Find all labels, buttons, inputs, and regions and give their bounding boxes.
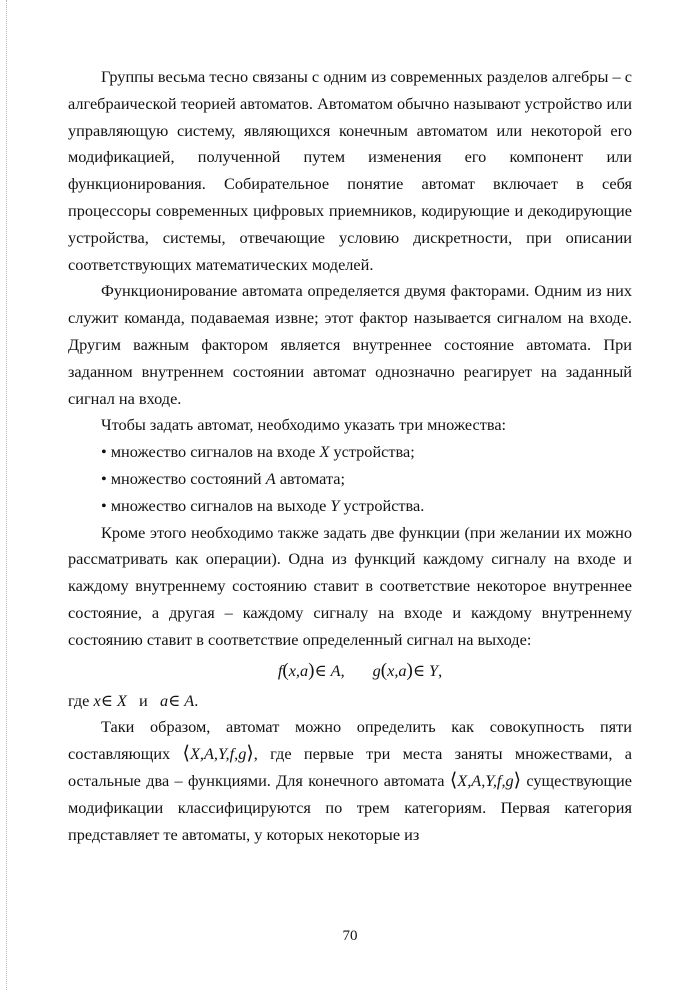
formula-g-name: g bbox=[372, 660, 381, 680]
math-var-a: A bbox=[265, 468, 276, 488]
paragraph-automaton-functioning: Функционирование автомата определяется двумя факторами. Одним из них служит команда, подаваемая извне; этот фактор называется сигналом на входе. Другим важным фактором является внутреннее состояние автомата. При заданном внутреннем состоянии автомат однозначно реагирует на заданный сигнал на входе. bbox=[68, 281, 632, 408]
math-var-x: X bbox=[319, 442, 330, 462]
formula-transition-output: f(x,a)∈ A, g(x,a)∈ Y, bbox=[277, 659, 443, 681]
paragraph-three-sets: Чтобы задать автомат, необходимо указать три множества: bbox=[101, 415, 507, 435]
math-var-y: Y bbox=[330, 495, 340, 515]
where-line: где x∈ X и a∈ A. bbox=[68, 690, 199, 710]
bullet-item-state-set: • множество состояний A автомата; bbox=[68, 466, 632, 493]
paragraph-two-functions: Кроме этого необходимо также задать две функции (при желании их можно рассматривать как операции). Одна из функций каждому сигналу на входе и каждому внутреннему состоянию ставит в соответствие некоторое внутреннее состояние, а другая – каждому сигналу на входе и каждому внутреннему состоянию ставит в соответствие определенный сигнал на выходе: bbox=[68, 522, 632, 649]
paragraph-five-components: Таки образом, автомат можно определить как совокупность пяти составляющих ⟨X,A,Y,f,g⟩, где первые три места заняты множествами, а остальные два – функциями. Для конечного автомата ⟨X,A,Y,f,g⟩ существующие модификации классифицируются по трем категориям. Первая категория представляет те автоматы, у которых некоторые из bbox=[68, 717, 632, 844]
formula-f-args: x,a bbox=[288, 660, 309, 680]
formula-f-name: f bbox=[277, 660, 283, 680]
tuple-second: X,A,Y,f,g bbox=[457, 770, 514, 790]
membership-symbol: ∈ bbox=[314, 660, 327, 680]
formula-f-set: A bbox=[330, 660, 341, 680]
bullet-item-input-set: • множество сигналов на входе X устройства; bbox=[68, 439, 632, 466]
page-number: 70 bbox=[342, 928, 358, 944]
bullet-icon: • bbox=[101, 468, 107, 488]
bullet-icon: • bbox=[101, 495, 107, 515]
bullet-icon: • bbox=[101, 442, 107, 462]
page-content bbox=[68, 64, 632, 848]
bullet-item-output-set: • множество сигналов на выходе Y устройства. bbox=[68, 493, 632, 520]
tuple-first: X,A,Y,f,g bbox=[189, 744, 247, 764]
formula-g-args: x,a bbox=[387, 660, 407, 680]
formula-g-set: Y bbox=[429, 660, 439, 680]
page-left-edge bbox=[6, 0, 8, 990]
membership-symbol: ∈ bbox=[412, 660, 425, 680]
paragraph-automata-intro: Группы весьма тесно связаны с одним из современных разделов алгебры – с алгебраической теорией автоматов. Автоматом обычно называют устройство или управляющую систему, являющихся конечным автоматом или некоторой его модификацией, полученной путем изменения его компонент или функционирования. Собирательное понятие автомат включает в себя процессоры современных цифровых приемников, кодирующие и декодирующие устройства, системы, отвечающие условию дискретности, при описании соответствующих математических моделей. bbox=[68, 67, 632, 274]
